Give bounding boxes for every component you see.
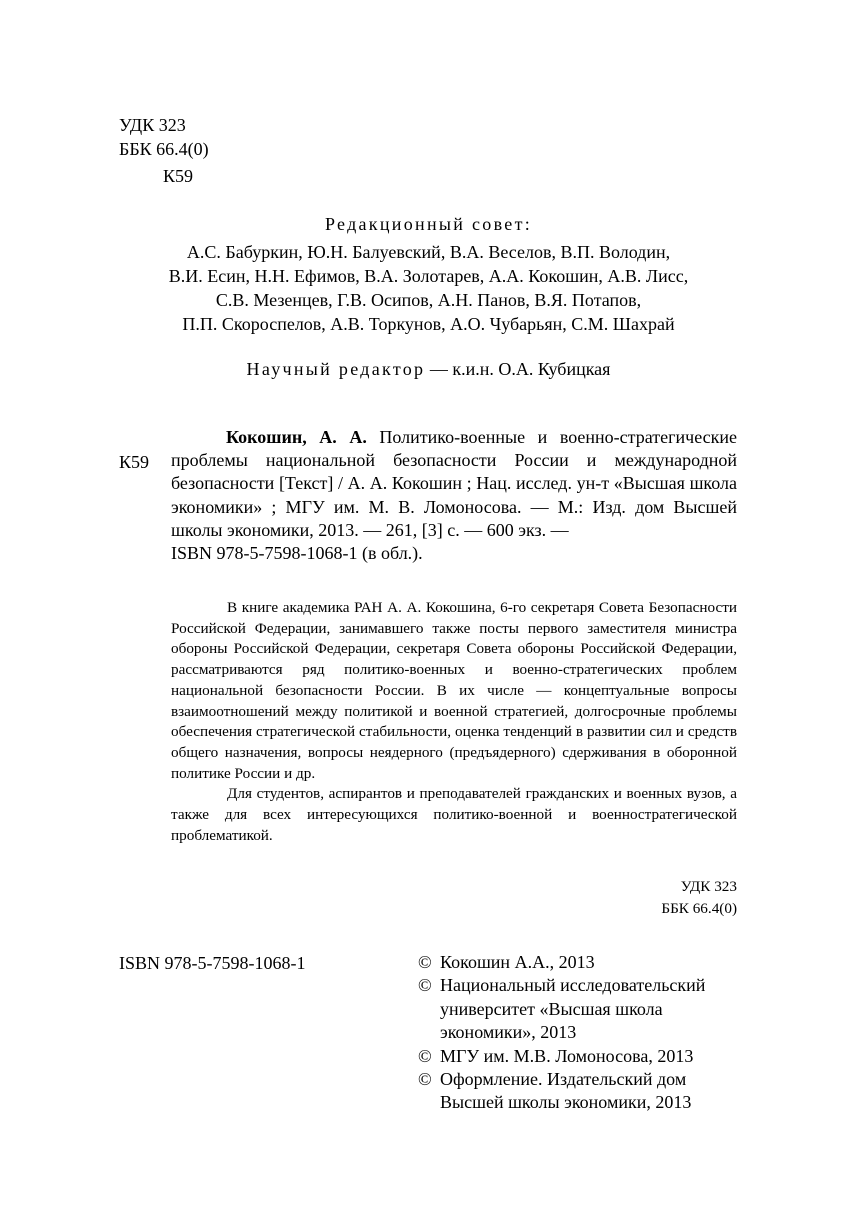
annotation-paragraph: Для студентов, аспирантов и преподавателей гражданских и военных вузов, а также для всех интересующихся политико-военной и военностратегической проблематикой.	[171, 785, 737, 844]
editorial-board-line: В.И. Есин, Н.Н. Ефимов, В.А. Золотарев, А.А. Кокошин, А.В. Лисс,	[168, 266, 689, 286]
copyright-text: Оформление. Издательский дом Высшей школы экономики, 2013	[440, 1069, 692, 1113]
scientific-editor-label: Научный редактор	[246, 359, 426, 379]
author-mark: К59	[163, 166, 194, 186]
editorial-board-line: А.С. Бабуркин, Ю.Н. Балуевский, В.А. Веселов, В.П. Володин,	[186, 242, 671, 262]
copyright-item	[418, 1045, 748, 1068]
catalog-side-mark: К59	[119, 452, 150, 472]
annotation	[171, 598, 737, 846]
catalog-entry	[171, 426, 737, 565]
copyright-symbol: ©	[418, 1045, 432, 1066]
editorial-board-line: П.П. Скороспелов, А.В. Торкунов, А.О. Чубарьян, С.М. Шахрай	[182, 314, 675, 334]
scientific-editor-dash: —	[425, 359, 453, 379]
scientific-editor	[0, 356, 857, 382]
isbn: ISBN 978-5-7598-1068-1	[119, 953, 306, 973]
copyright-block	[418, 951, 748, 1115]
copyright-item	[418, 1068, 748, 1115]
copyright-symbol: ©	[418, 1069, 432, 1090]
copyright-symbol: ©	[418, 952, 432, 972]
annotation-paragraph: В книге академика РАН А. А. Кокошина, 6-го секретаря Совета Безопасности Российской Федерации, занимавшего также посты первого заместителя министра обороны Российской Федерации, секретаря Совета обороны Российской Федерации, рассматриваются ряд политико-военных и военно-стратегических проблем национальной безопасности России. В их числе — концептуальные вопросы взаимоотношений между политикой и военной стратегией, долгосрочные проблемы обеспечения стратегической стабильности, оценка тенденций в развитии сил и средств общего назначения, вопросы неядерного (предъядерного) сдерживания в оборонной политике России и др.	[171, 599, 737, 782]
copyright-symbol: ©	[418, 975, 432, 996]
editorial-board-line: С.В. Мезенцев, Г.В. Осипов, А.Н. Панов, В.Я. Потапов,	[215, 290, 642, 310]
annotation-bbk: ББК 66.4(0)	[661, 900, 737, 917]
annotation-codes	[560, 876, 737, 920]
catalog-body: Политико-военные и военно-стратегические проблемы национальной безопасности России и международной безопасности [Текст] / А. А. Кокошин ; Нац. исслед. ун-т «Высшая школа экономики» ; МГУ им. М. В. Ломоносова. — М.: Изд. дом Высшей школы экономики, 2013. — 261, [3] с. — 600 экз. —	[171, 427, 737, 540]
copyright-text: Кокошин А.А., 2013	[440, 952, 595, 972]
editorial-board-title: Редакционный совет:	[324, 214, 533, 234]
copyright-text: МГУ им. М.В. Ломоносова, 2013	[440, 1045, 694, 1066]
copyright-item	[418, 951, 748, 974]
catalog-isbn: ISBN 978-5-7598-1068-1 (в обл.).	[171, 543, 423, 564]
bbk-code: ББК 66.4(0)	[119, 139, 209, 159]
copyright-item	[418, 974, 748, 1044]
scientific-editor-name: к.и.н. О.А. Кубицкая	[452, 359, 611, 379]
copyright-text: Национальный исследовательский университет «Высшая школа экономики», 2013	[440, 975, 706, 1043]
catalog-author: Кокошин, А. А.	[226, 427, 367, 447]
catalog-entry-text	[171, 426, 737, 542]
udk-code: УДК 323	[119, 115, 186, 135]
annotation-udk: УДК 323	[680, 878, 737, 895]
